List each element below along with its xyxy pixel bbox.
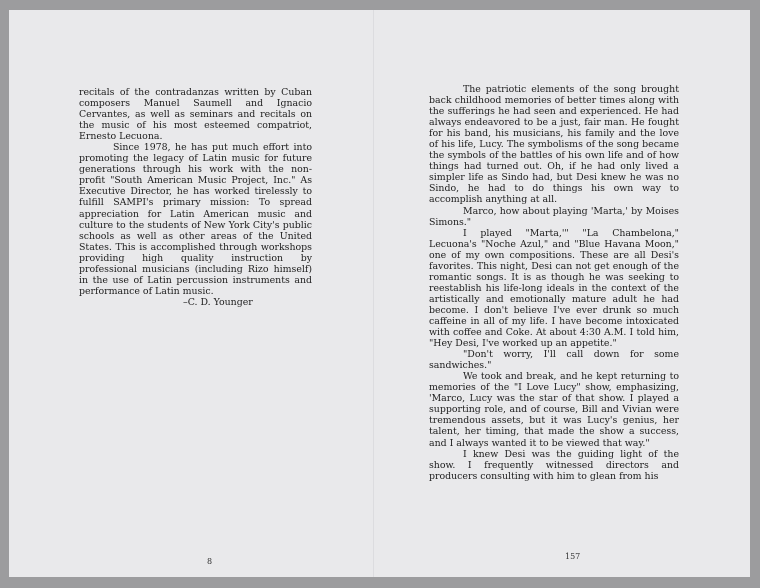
right-page-number: 157 (565, 552, 581, 561)
right-paragraph-2: Marco, how about playing 'Marta,' by Moises Simons." (429, 205, 679, 228)
right-paragraph-5: We took and break, and he kept returning to memories of the "I Love Lucy" show, emphasizing, 'Marco, Lucy was the star of that show. I played a supporting role, and of course, Bill and Vivian were tremendous assets, but it was Lucy's genius, her talent, her timing, that made the show a success, and I always wanted it to be viewed that way." (429, 371, 679, 449)
right-paragraph-3: I played "Marta,'" "La Chambelona," Lecuona's "Noche Azul," and "Blue Havana Moon," one of my own compositions. These are all Desi's favorites. This night, Desi can not get enough of the romantic songs. It is as though he was seeking to reestablish his life-long ideals in the context of the artistically and emotionally mature adult he had become. I don't believe I've ever drunk so much caffeine in all of my life. I have become intoxicated with coffee and Coke. At about 4:30 A.M. I told him, "Hey Desi, I've worked up an appetite." (429, 227, 679, 350)
right-page-text (429, 84, 679, 482)
left-page-number: 8 (207, 557, 213, 566)
left-paragraph-1: recitals of the contradanzas written by Cuban composers Manuel Saumell and Ignacio Cervantes, as well as seminars and recitals on the music of his most esteemed compatriot, Ernesto Lecuona. (79, 87, 312, 143)
page-fold (373, 10, 374, 577)
right-paragraph-4: "Don't worry, I'll call down for some sandwiches." (429, 349, 679, 372)
right-paragraph-6: I knew Desi was the guiding light of the show. I frequently witnessed directors and producers consulting with him to glean from his (429, 448, 679, 482)
author-signature: –C. D. Younger (183, 296, 253, 308)
left-paragraph-2: Since 1978, he has put much effort into promoting the legacy of Latin music for future generations through his work with the non-profit "South American Music Project, Inc." As Executive Director, he has worked tirelessly to fulfill SAMPI's primary mission: To spread appreciation for Latin American music and culture to the students of New York City's public schools as well as other areas of the United States. This is accomplished through workshops providing high quality instruction by professional musicians (including Rizo himself) in the use of Latin percussion instruments and performance of Latin music. (79, 142, 312, 297)
book-spread (9, 10, 750, 577)
left-page-text (79, 87, 312, 308)
right-paragraph-1: The patriotic elements of the song brought back childhood memories of better times along with the sufferings he had seen and experienced. He had always endeavored to be a just, fair man. He fought for his band, his musicians, his family and the love of his life, Lucy. The symbolisms of the song became the symbols of the battles of his own life and of how things had turned out. Oh, if he had only lived a simpler life as Sindo had, but Desi knew he was no Sindo, he had to do things his own way to accomplish anything at all. (429, 84, 679, 206)
